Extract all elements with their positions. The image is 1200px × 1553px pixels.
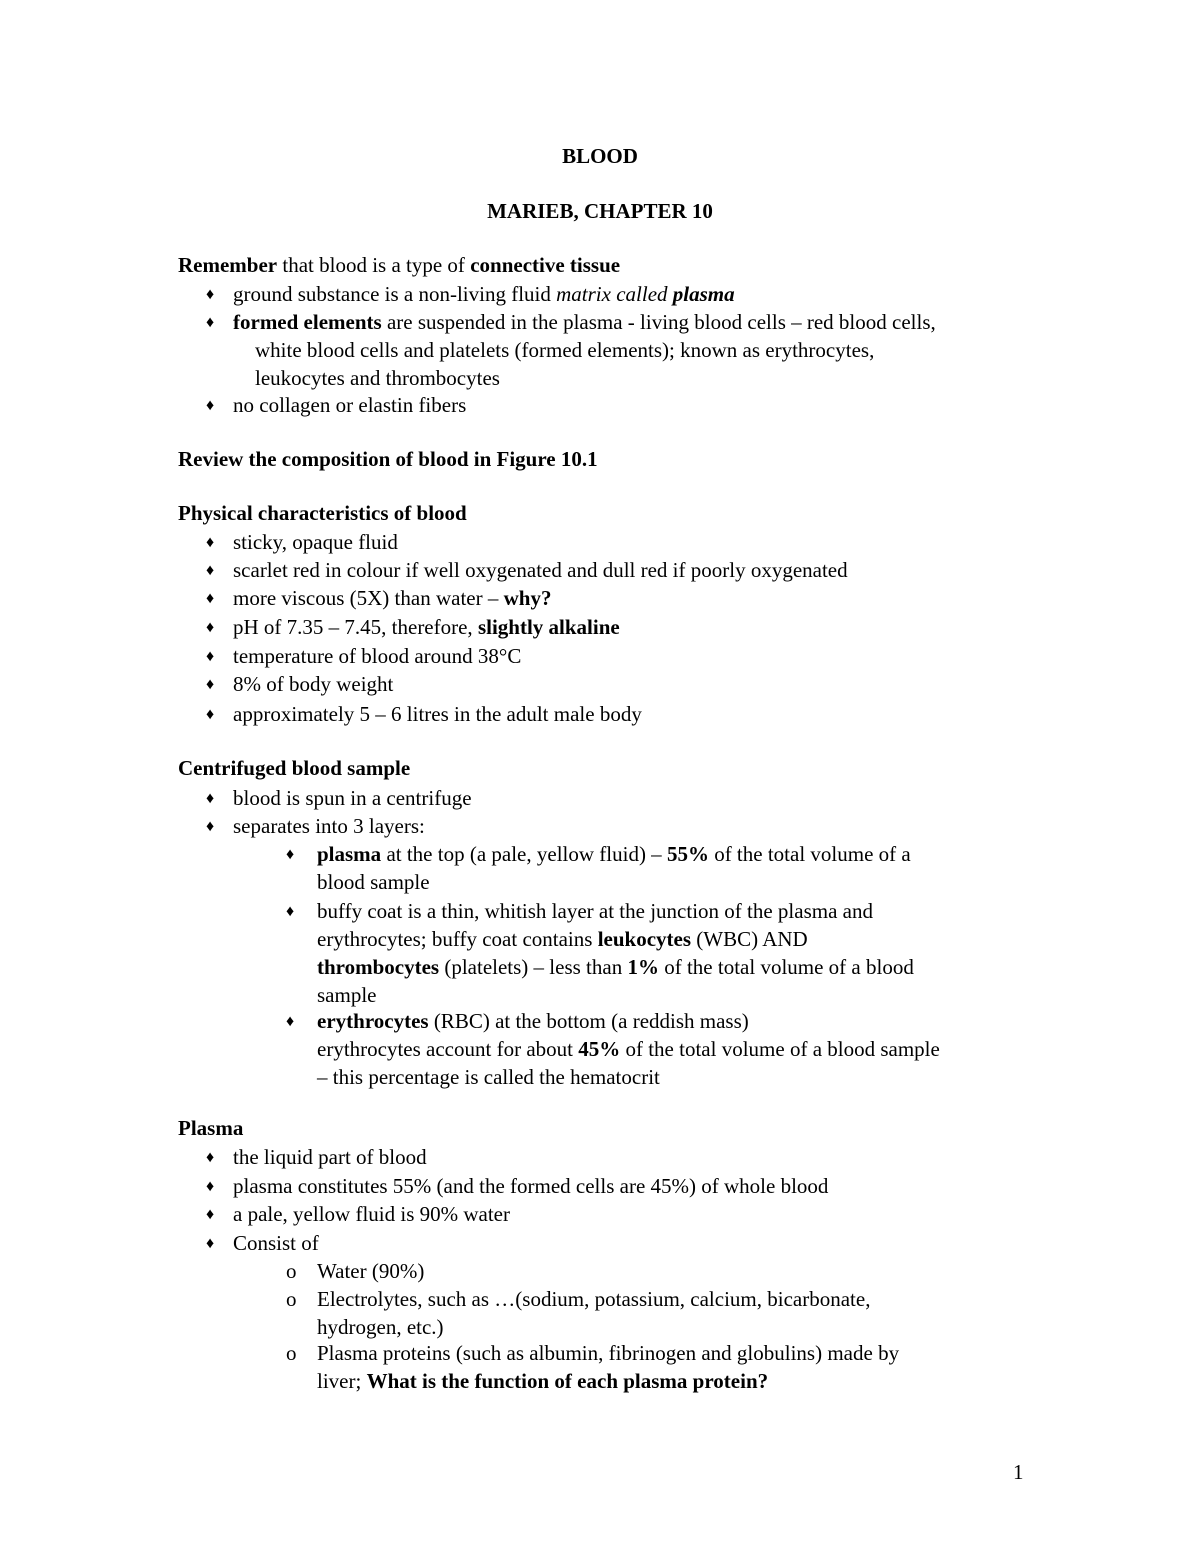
intro-bullet-2: formed elements are suspended in the plasma - living blood cells – red blood cells, white blood cells and platelets (formed elements); known as erythrocytes, leukocytes and thrombocytes (233, 310, 936, 390)
document-subtitle: MARIEB, CHAPTER 10 (487, 199, 713, 223)
centrifuged-heading: Centrifuged blood sample (178, 756, 411, 780)
intro-text: that blood is a type of (277, 253, 471, 277)
bullet-diamond-icon: ♦ (206, 818, 215, 835)
bullet-diamond-icon: ♦ (206, 397, 215, 414)
bullet-diamond-icon: ♦ (286, 846, 295, 863)
bullet-diamond-icon: ♦ (286, 1013, 295, 1030)
bullet-diamond-icon: ♦ (206, 706, 215, 723)
centrifuged-item-1: blood is spun in a centrifuge (233, 786, 472, 810)
intro-bullet-3: no collagen or elastin fibers (233, 393, 467, 417)
physical-item-4: pH of 7.35 – 7.45, therefore, slightly alkaline (233, 615, 620, 639)
bullet-diamond-icon: ♦ (206, 314, 215, 331)
bullet-diamond-icon: ♦ (206, 1206, 215, 1223)
bullet-diamond-icon: ♦ (286, 903, 295, 920)
plasma-item-1: the liquid part of blood (233, 1145, 427, 1169)
physical-item-3: more viscous (5X) than water – why? (233, 586, 552, 610)
intro-line (178, 251, 620, 279)
intro-bullet-1: ground substance is a non-living fluid matrix called plasma (233, 282, 735, 306)
physical-item-5: temperature of blood around 38°C (233, 644, 522, 668)
bullet-diamond-icon: ♦ (206, 590, 215, 607)
layer-erythrocytes: erythrocytes (RBC) at the bottom (a reddish mass) erythrocytes account for about 45% of the total volume of a blood sample – this percentage is called the hematocrit (317, 1009, 940, 1089)
bullet-diamond-icon: ♦ (206, 1235, 215, 1252)
physical-item-6: 8% of body weight (233, 672, 394, 696)
centrifuged-item-2: separates into 3 layers: (233, 814, 425, 838)
plasma-sub-3: Plasma proteins (such as albumin, fibrinogen and globulins) made by liver; What is the function of each plasma protein? (317, 1341, 900, 1393)
physical-item-7: approximately 5 – 6 litres in the adult male body (233, 702, 642, 726)
plasma-sub-1: Water (90%) (317, 1259, 425, 1283)
document-title: BLOOD (562, 144, 638, 168)
bullet-diamond-icon: ♦ (206, 1178, 215, 1195)
bullet-diamond-icon: ♦ (206, 286, 215, 303)
bullet-diamond-icon: ♦ (206, 790, 215, 807)
bullet-diamond-icon: ♦ (206, 562, 215, 579)
remember-bold: Remember (178, 253, 278, 277)
bullet-diamond-icon: ♦ (206, 1149, 215, 1166)
bullet-diamond-icon: ♦ (206, 534, 215, 551)
plasma-sub-2: Electrolytes, such as …(sodium, potassium, calcium, bicarbonate, hydrogen, etc.) (317, 1287, 871, 1339)
review-heading: Review the composition of blood in Figure 10.1 (178, 447, 598, 471)
plasma-item-4: Consist of (233, 1231, 319, 1255)
connective-bold: connective tissue (470, 253, 621, 277)
plasma-heading: Plasma (178, 1116, 244, 1140)
physical-item-1: sticky, opaque fluid (233, 530, 398, 554)
plasma-item-3: a pale, yellow fluid is 90% water (233, 1202, 510, 1226)
bullet-diamond-icon: ♦ (206, 676, 215, 693)
sub-bullet-circle-icon: o (286, 1287, 297, 1311)
physical-heading: Physical characteristics of blood (178, 501, 467, 525)
sub-bullet-circle-icon: o (286, 1259, 297, 1283)
page-number: 1 (1013, 1460, 1024, 1484)
layer-buffy-coat: buffy coat is a thin, whitish layer at the junction of the plasma and erythrocytes; buffy coat contains leukocytes (WBC) AND thrombocytes (platelets) – less than 1% of the total volume of a blood sample (317, 899, 914, 1007)
sub-bullet-circle-icon: o (286, 1341, 297, 1365)
bullet-diamond-icon: ♦ (206, 619, 215, 636)
bullet-diamond-icon: ♦ (206, 648, 215, 665)
plasma-item-2: plasma constitutes 55% (and the formed cells are 45%) of whole blood (233, 1174, 829, 1198)
physical-item-2: scarlet red in colour if well oxygenated and dull red if poorly oxygenated (233, 558, 848, 582)
layer-plasma: plasma at the top (a pale, yellow fluid) – 55% of the total volume of a blood sample (317, 842, 911, 894)
